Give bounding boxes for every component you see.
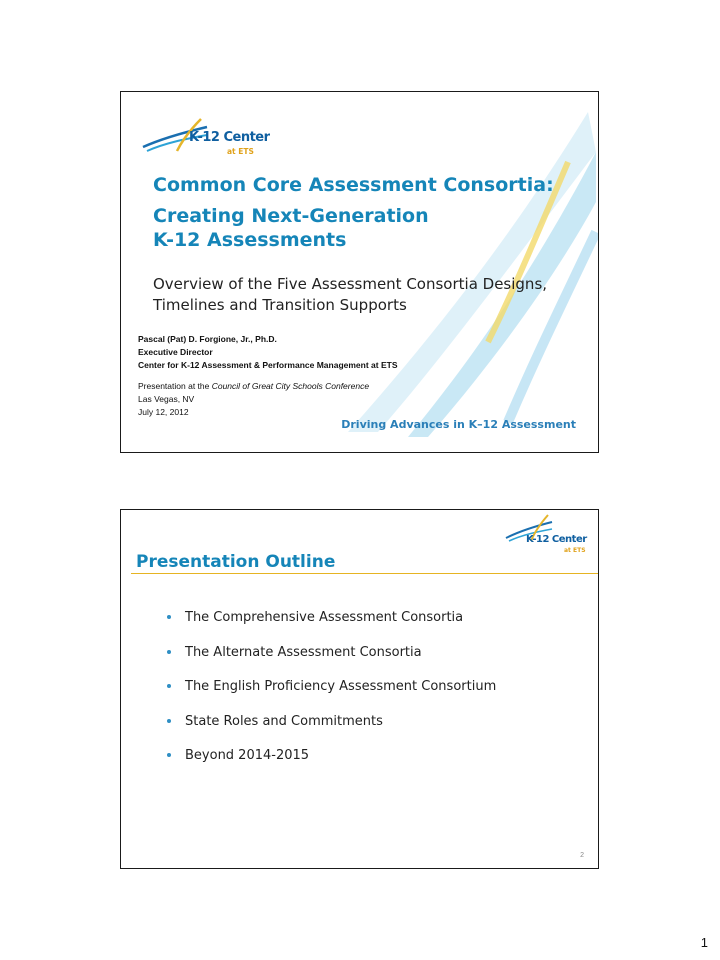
logo-name: K-12 Center [189, 130, 270, 145]
logo-sub: at ETS [564, 547, 586, 554]
slide-subtitle: Overview of the Five Assessment Consortia Designs, Timelines and Transition Supports [153, 275, 548, 314]
list-item-text: Beyond 2014-2015 [185, 748, 310, 763]
presenter-name: Pascal (Pat) D. Forgione, Jr., Ph.D. [138, 334, 277, 344]
presentation-prefix: Presentation at the [138, 381, 212, 391]
presenter-role: Executive Director [138, 347, 213, 357]
presentation-venue [138, 381, 369, 391]
title-divider [131, 573, 598, 574]
presenter-organization: Center for K-12 Assessment & Performance Management at ETS [138, 360, 398, 370]
list-item [167, 714, 496, 749]
k12-center-logo [141, 117, 291, 162]
list-item [167, 610, 496, 645]
page-number: 1 [700, 935, 708, 950]
bullet-icon [167, 650, 171, 654]
outline-slide [120, 509, 599, 869]
presentation-location: Las Vegas, NV [138, 394, 195, 404]
logo-sub: at ETS [227, 147, 254, 156]
decorative-swoosh [338, 92, 598, 452]
outline-list [167, 610, 496, 783]
slide-title-line-1: Common Core Assessment Consortia: [153, 174, 554, 196]
bullet-icon [167, 684, 171, 688]
k12-center-logo-small [504, 514, 598, 560]
list-item-text: The Comprehensive Assessment Consortia [185, 610, 464, 625]
slide-title-line-2: Creating Next-Generation [153, 205, 429, 227]
logo-name: K-12 Center [526, 534, 587, 545]
slide-title: Presentation Outline [136, 552, 336, 572]
bullet-icon [167, 615, 171, 619]
title-slide [120, 91, 599, 453]
slide-number: 2 [580, 852, 584, 859]
bullet-icon [167, 719, 171, 723]
list-item-text: The Alternate Assessment Consortia [185, 644, 422, 660]
bullet-icon [167, 753, 171, 757]
list-item [167, 679, 496, 714]
list-item [167, 748, 496, 783]
presentation-date: July 12, 2012 [138, 407, 189, 417]
list-item-text: The English Proficiency Assessment Consortium [185, 679, 497, 694]
slide-title-line-3: K-12 Assessments [153, 229, 347, 251]
list-item-text: State Roles and Commitments [185, 713, 383, 729]
list-item [167, 645, 496, 680]
tagline: Driving Advances in K–12 Assessment [341, 418, 576, 431]
conference-name: Council of Great City Schools Conference [211, 381, 370, 391]
